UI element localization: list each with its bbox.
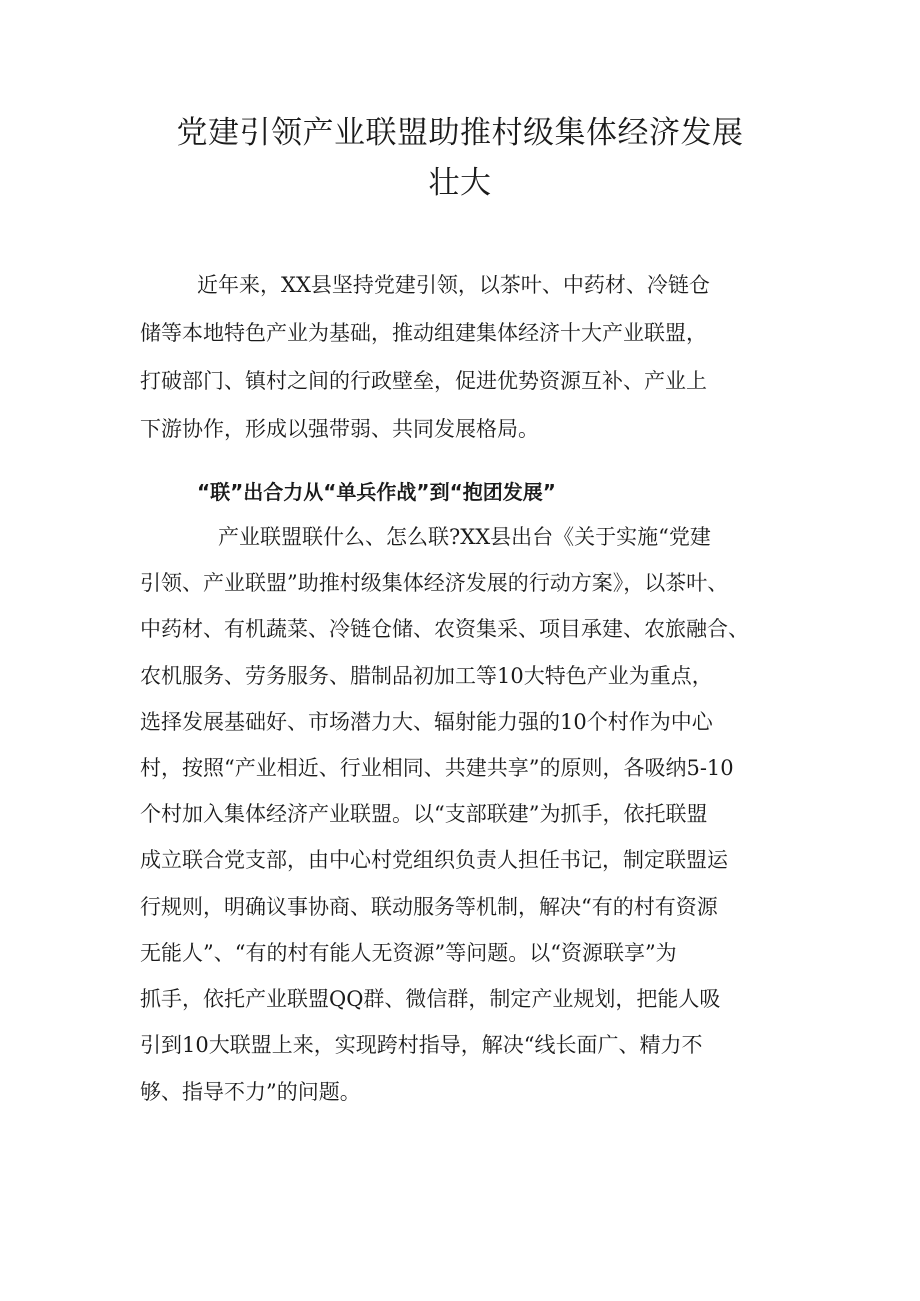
body-line-9: 行规则，明确议事协商、联动服务等机制，解决“有的村有资源 xyxy=(140,895,718,919)
body-line-13: 够、指导不力”的问题。 xyxy=(140,1080,361,1104)
body-line-4: 农机服务、劳务服务、腊制品初加工等10大特色产业为重点， xyxy=(140,664,713,688)
body-line-7: 个村加入集体经济产业联盟。以“支部联建”为抓手，依托联盟 xyxy=(140,802,708,826)
body-line-2: 引领、产业联盟”助推村级集体经济发展的行动方案》，以茶叶、 xyxy=(140,571,729,595)
body-line-6: 村，按照“产业相近、行业相同、共建共享”的原则，各吸纳5-10 xyxy=(140,756,734,780)
page-title-line-1: 党建引领产业联盟助推村级集体经济发展 xyxy=(176,115,744,151)
intro-line-2: 储等本地特色产业为基础，推动组建集体经济十大产业联盟， xyxy=(140,321,707,345)
body-line-3: 中药材、有机蔬菜、冷链仓储、农资集采、项目承建、农旅融合、 xyxy=(140,617,749,641)
body-line-1: 产业联盟联什么、怎么联?XX县出台《关于实施“党建 xyxy=(218,525,711,549)
section-heading: “联”出合力从“单兵作战”到“抱团发展” xyxy=(197,480,556,504)
body-line-8: 成立联合党支部，由中心村党组织负责人担任书记，制定联盟运 xyxy=(140,848,728,872)
page-title-line-2: 壮大 xyxy=(428,165,492,201)
body-line-10: 无能人”、“有的村有能人无资源”等问题。以“资源联享”为 xyxy=(140,941,677,965)
body-line-12: 引到10大联盟上来，实现跨村指导，解决“线长面广、精力不 xyxy=(140,1033,703,1057)
intro-line-4: 下游协作，形成以强带弱、共同发展格局。 xyxy=(140,417,539,441)
intro-line-3: 打破部门、镇村之间的行政壁垒，促进优势资源互补、产业上 xyxy=(140,369,707,393)
body-line-5: 选择发展基础好、市场潜力大、辐射能力强的10个村作为中心 xyxy=(140,710,713,734)
intro-line-1: 近年来，XX县坚持党建引领，以茶叶、中药材、冷链仓 xyxy=(197,273,710,297)
body-line-11: 抓手，依托产业联盟QQ群、微信群，制定产业规划，把能人吸 xyxy=(140,987,721,1011)
